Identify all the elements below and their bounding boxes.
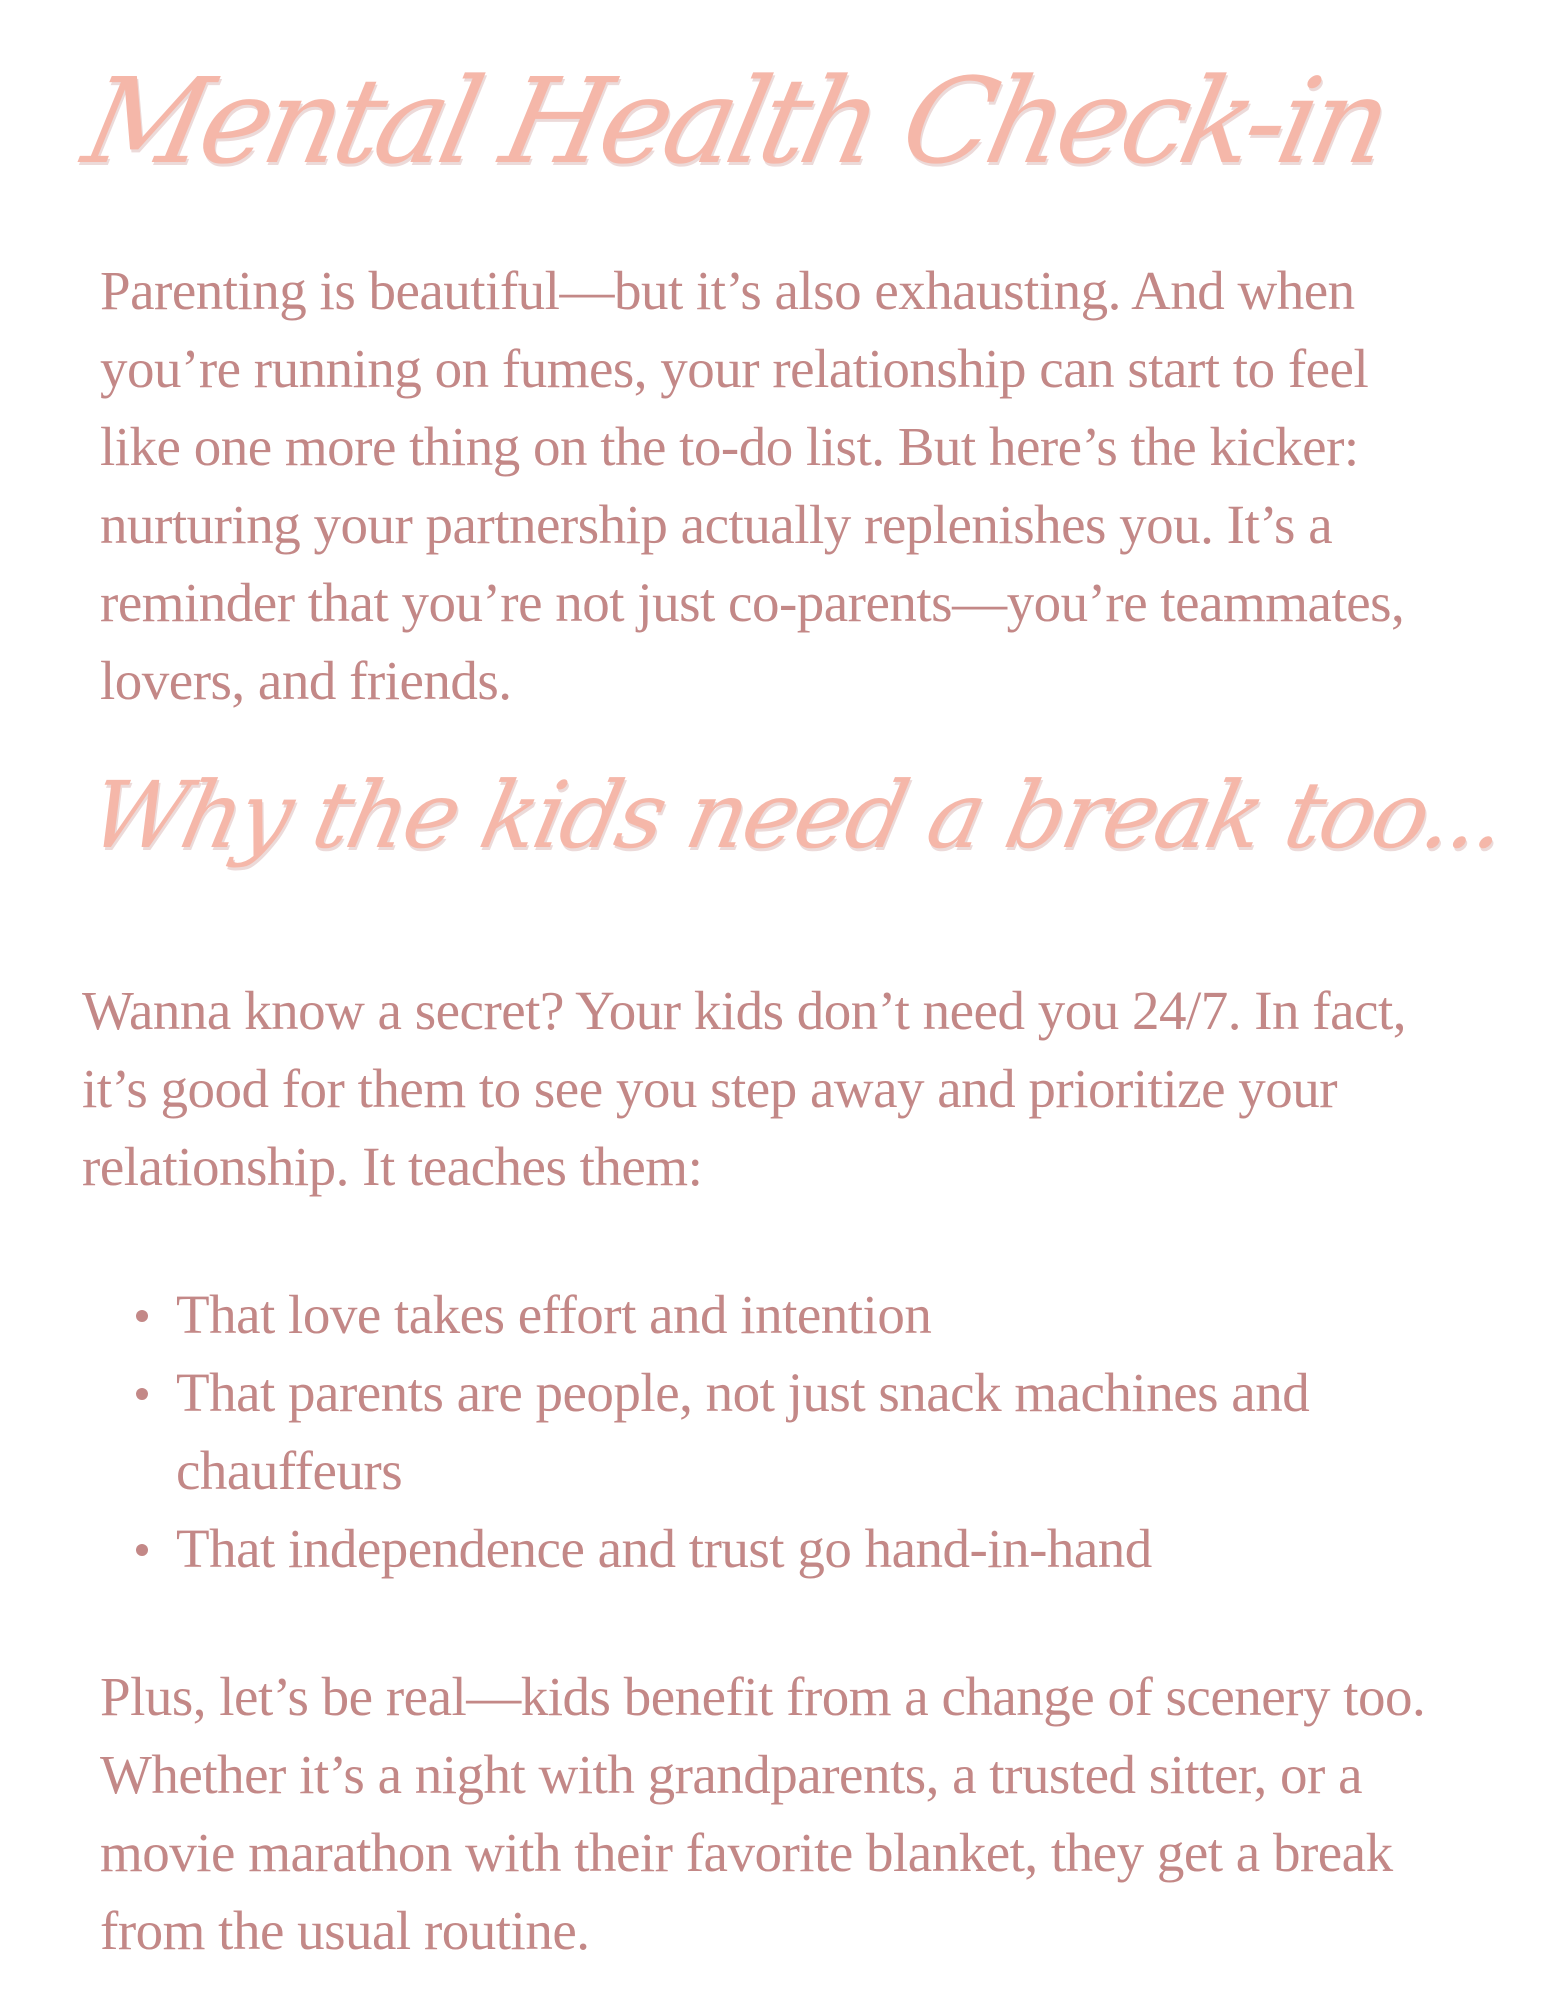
bullet-icon bbox=[136, 1544, 148, 1556]
bullet-icon bbox=[136, 1388, 148, 1400]
list-item bbox=[100, 1510, 1420, 1588]
page-title: Mental Health Check-in bbox=[73, 52, 1398, 190]
section-heading: Why the kids need a break too... bbox=[80, 762, 1515, 869]
closing-paragraph: Plus, let’s be real—kids benefit from a change of scenery too. Whether it’s a night with grandparents, a trusted sitter, or a movie marathon with their favorite blanket, they get a break from the usual routine. bbox=[100, 1666, 1426, 1961]
list-item-text: That parents are people, not just snack machines and chauffeurs bbox=[176, 1362, 1310, 1501]
bullet-icon bbox=[136, 1310, 148, 1322]
list-item bbox=[100, 1276, 1420, 1354]
list-item-text: That independence and trust go hand-in-hand bbox=[176, 1518, 1152, 1579]
list-item bbox=[100, 1354, 1420, 1510]
section-paragraph: Wanna know a secret? Your kids don’t need you 24/7. In fact, it’s good for them to see you step away and prioritize your relationship. It teaches them: bbox=[82, 980, 1406, 1197]
list-item-text: That love takes effort and intention bbox=[176, 1284, 932, 1345]
intro-paragraph: Parenting is beautiful—but it’s also exhausting. And when you’re running on fumes, your relationship can start to feel like one more thing on the to-do list. But here’s the kicker: nurturing your partnership actually replenishes you. It’s a reminder that you’re not just co-parents—you’re teammates, lovers, and friends. bbox=[100, 260, 1405, 711]
bullet-list bbox=[100, 1276, 1420, 1588]
